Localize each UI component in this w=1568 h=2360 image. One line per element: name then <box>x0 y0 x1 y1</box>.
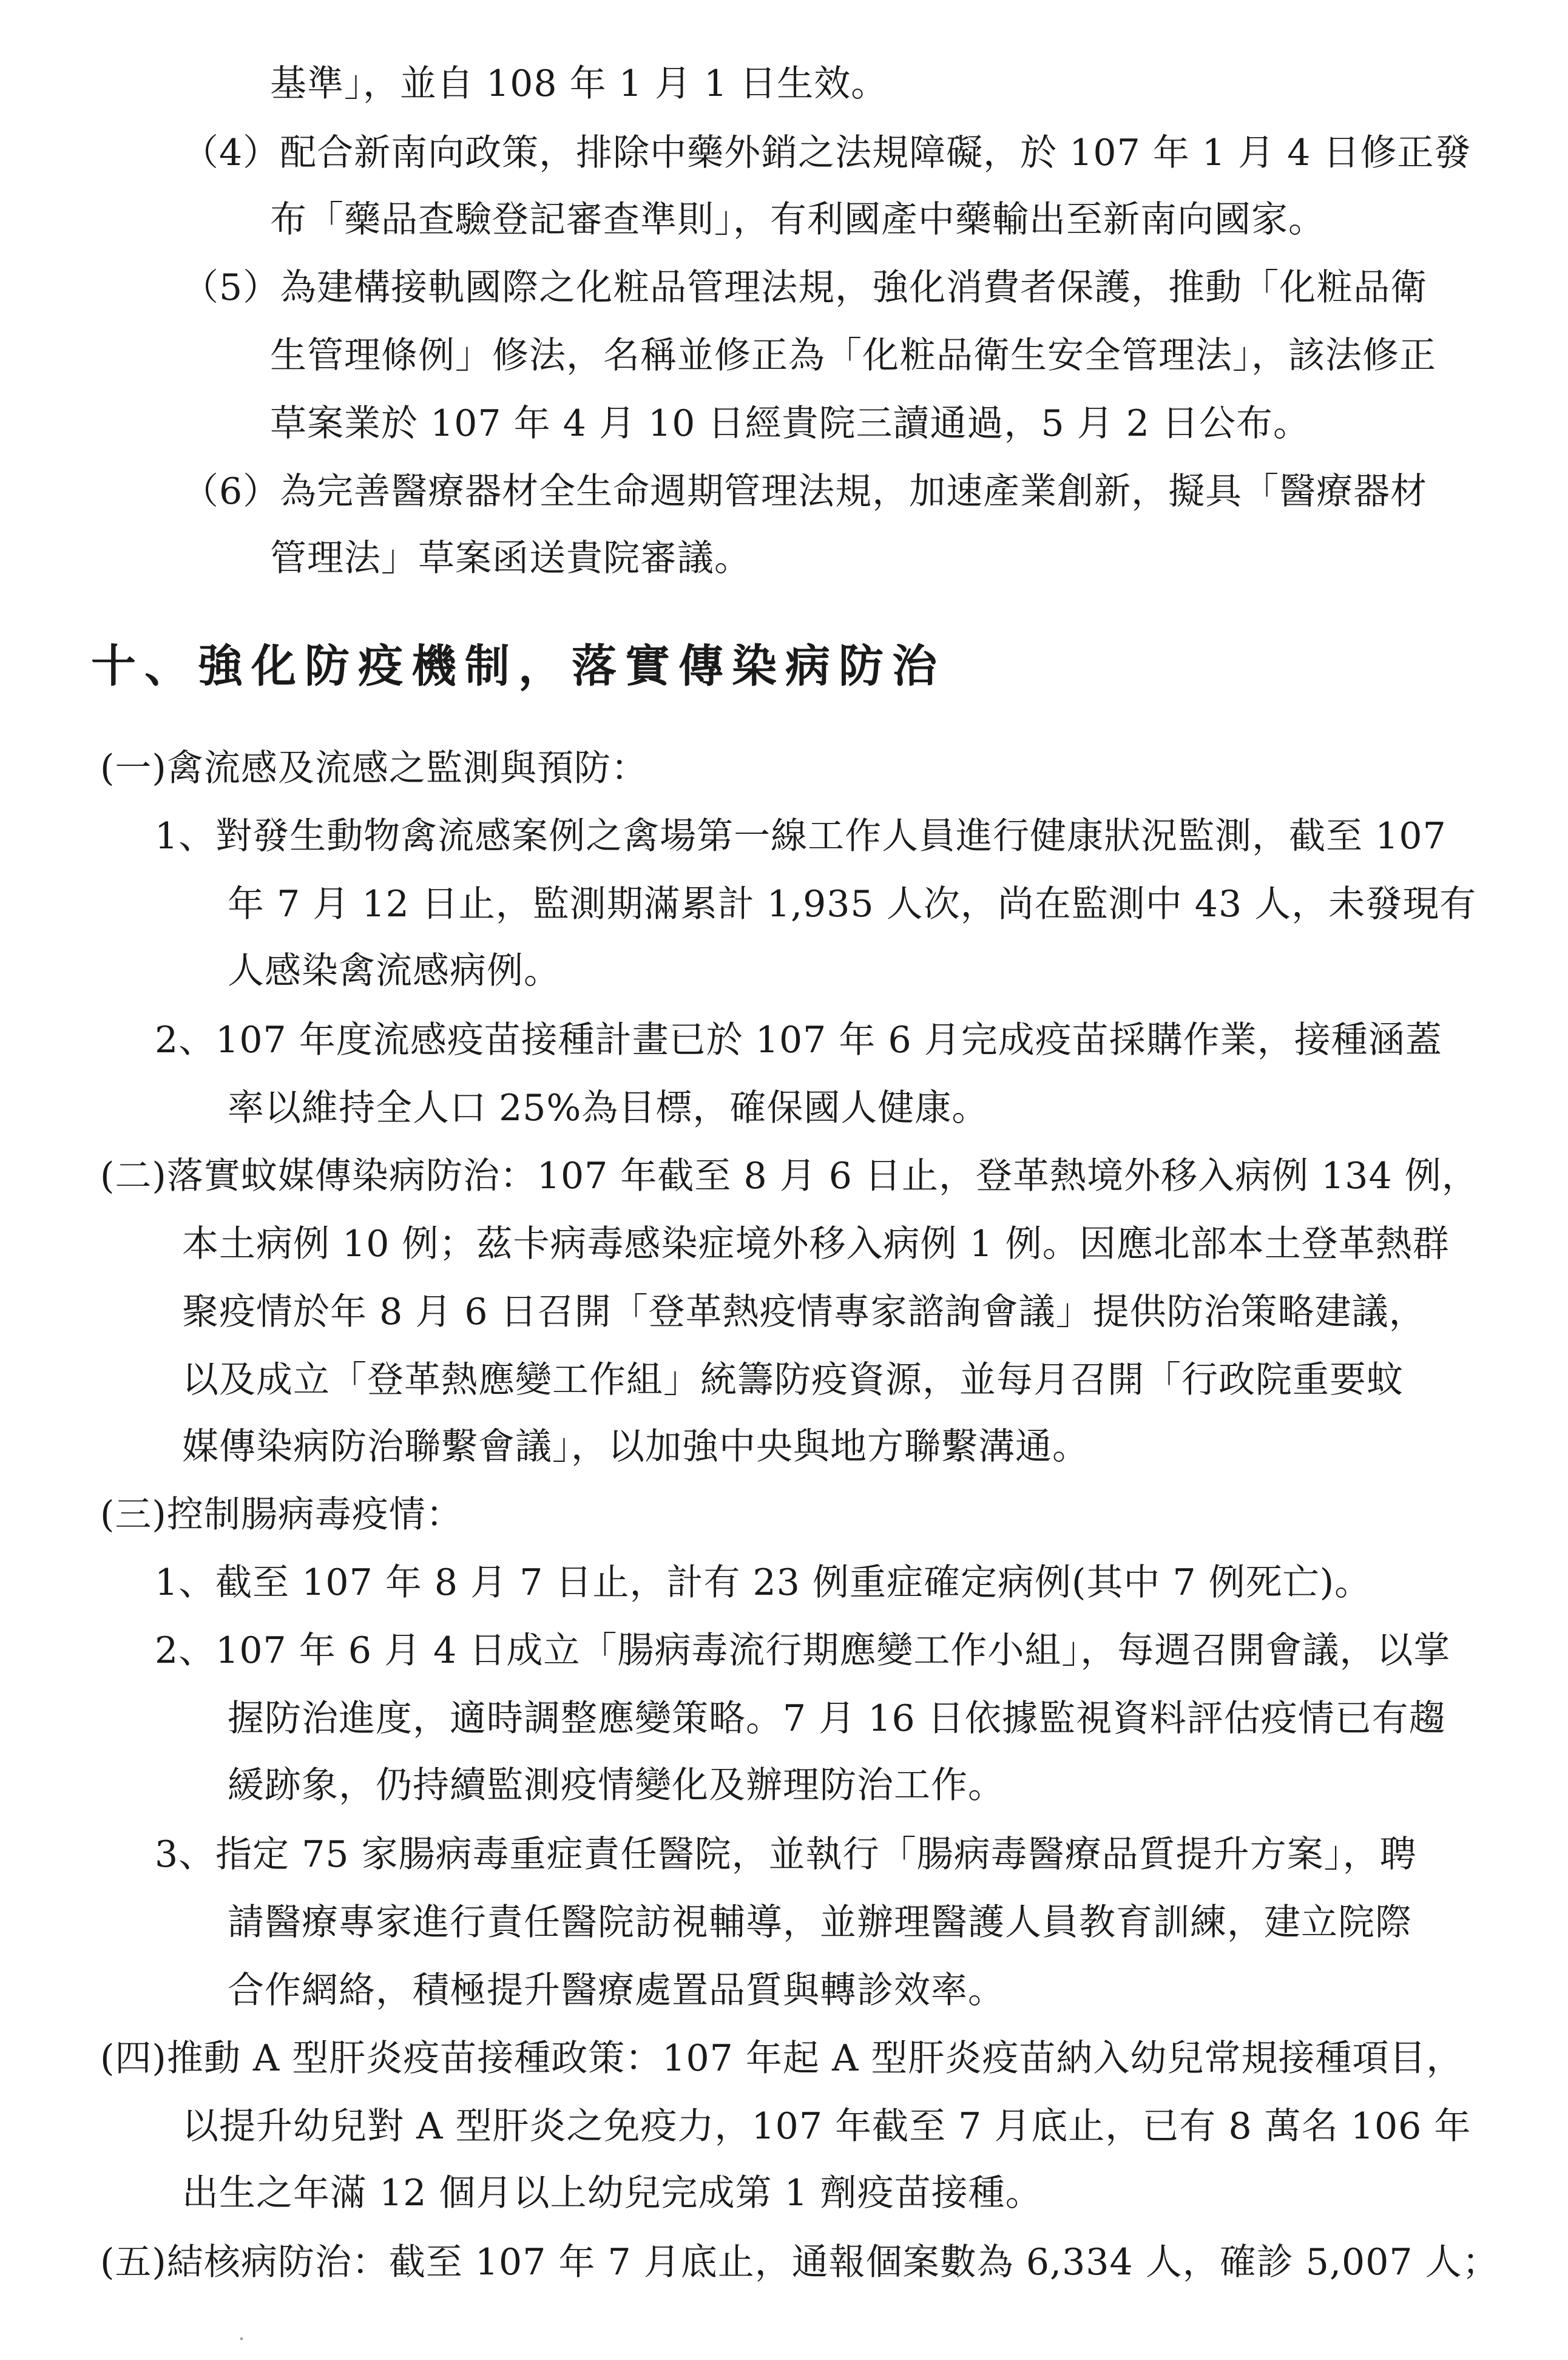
text-line: 握防治進度，適時調整應變策略。7 月 16 日依據監視資料評估疫情已有趨 <box>228 1697 1446 1740</box>
text-line: 2、107 年度流感疫苗接種計畫已於 107 年 6 月完成疫苗採購作業，接種涵蓋 <box>155 1019 1442 1061</box>
text-line: 率以維持全人口 25%為目標，確保國人健康。 <box>228 1087 989 1129</box>
text-line: 合作網絡，積極提升醫療處置品質與轉診效率。 <box>228 1969 1005 2012</box>
text-line: 人感染禽流感病例。 <box>228 950 561 992</box>
text-line: 緩跡象，仍持續監測疫情變化及辦理防治工作。 <box>228 1764 1005 1807</box>
text-line: (二)落實蚊媒傳染病防治：107 年截至 8 月 6 日止，登革熱境外移入病例 134 例， <box>100 1155 1479 1197</box>
text-line: 出生之年滿 12 個月以上幼兒完成第 1 劑疫苗接種。 <box>182 2172 1043 2214</box>
text-line: 布「藥品查驗登記審查準則」，有利國產中藥輸出至新南向國家。 <box>270 198 1325 241</box>
text-line: (三)控制腸病毒疫情： <box>100 1493 463 1536</box>
text-line: 管理法」草案函送貴院審議。 <box>270 537 751 580</box>
text-line: 3、指定 75 家腸病毒重症責任醫院，並執行「腸病毒醫療品質提升方案」，聘 <box>155 1833 1417 1876</box>
text-line: 1、截至 107 年 8 月 7 日止，計有 23 例重症確定病例(其中 7 例死亡)。 <box>155 1561 1372 1604</box>
text-line: 生管理條例」修法，名稱並修正為「化粧品衛生安全管理法」，該法修正 <box>270 334 1436 377</box>
text-line: 1、對發生動物禽流感案例之禽場第一線工作人員進行健康狀況監測，截至 107 <box>155 815 1447 857</box>
scan-speck <box>240 2338 243 2340</box>
text-line: (五)結核病防治：截至 107 年 7 月底止，通報個案數為 6,334 人，確診 5,007 人； <box>100 2241 1499 2284</box>
text-line: 媒傳染病防治聯繫會議」，以加強中央與地方聯繫溝通。 <box>182 1425 1089 1468</box>
text-line: （4）配合新南向政策，排除中藥外銷之法規障礙，於 107 年 1 月 4 日修正發 <box>182 132 1472 174</box>
text-line: 草案業於 107 年 4 月 10 日經貴院三讀通過，5 月 2 日公布。 <box>270 402 1311 445</box>
text-line: 以及成立「登革熱應變工作組」統籌防疫資源，並每月召開「行政院重要蚊 <box>182 1359 1404 1401</box>
text-line: （6）為完善醫療器材全生命週期管理法規，加速產業創新，擬具「醫療器材 <box>182 470 1428 513</box>
text-line: 年 7 月 12 日止，監測期滿累計 1,935 人次，尚在監測中 43 人，未發現有 <box>228 883 1477 925</box>
text-line: （5）為建構接軌國際之化粧品管理法規，強化消費者保護，推動「化粧品衛 <box>182 266 1428 309</box>
text-line: 基準」，並自 108 年 1 月 1 日生效。 <box>270 63 888 105</box>
text-line: 請醫療專家進行責任醫院訪視輔導，並辦理醫護人員教育訓練，建立院際 <box>228 1901 1412 1944</box>
text-line: 2、107 年 6 月 4 日成立「腸病毒流行期應變工作小組」，每週召開會議，以掌 <box>155 1629 1451 1672</box>
text-line: (四)推動 A 型肝炎疫苗接種政策：107 年起 A 型肝炎疫苗納入幼兒常規接種項目， <box>100 2037 1464 2080</box>
section-heading: 十、強化防疫機制，落實傳染病防治 <box>91 640 945 692</box>
text-line: 聚疫情於年 8 月 6 日召開「登革熱疫情專家諮詢會議」提供防治策略建議， <box>182 1291 1426 1333</box>
text-line: (一)禽流感及流感之監測與預防： <box>100 747 648 789</box>
text-line: 以提升幼兒對 A 型肝炎之免疫力，107 年截至 7 月底止，已有 8 萬名 106 年 <box>182 2105 1472 2148</box>
text-line: 本土病例 10 例；茲卡病毒感染症境外移入病例 1 例。因應北部本土登革熱群 <box>182 1223 1450 1265</box>
